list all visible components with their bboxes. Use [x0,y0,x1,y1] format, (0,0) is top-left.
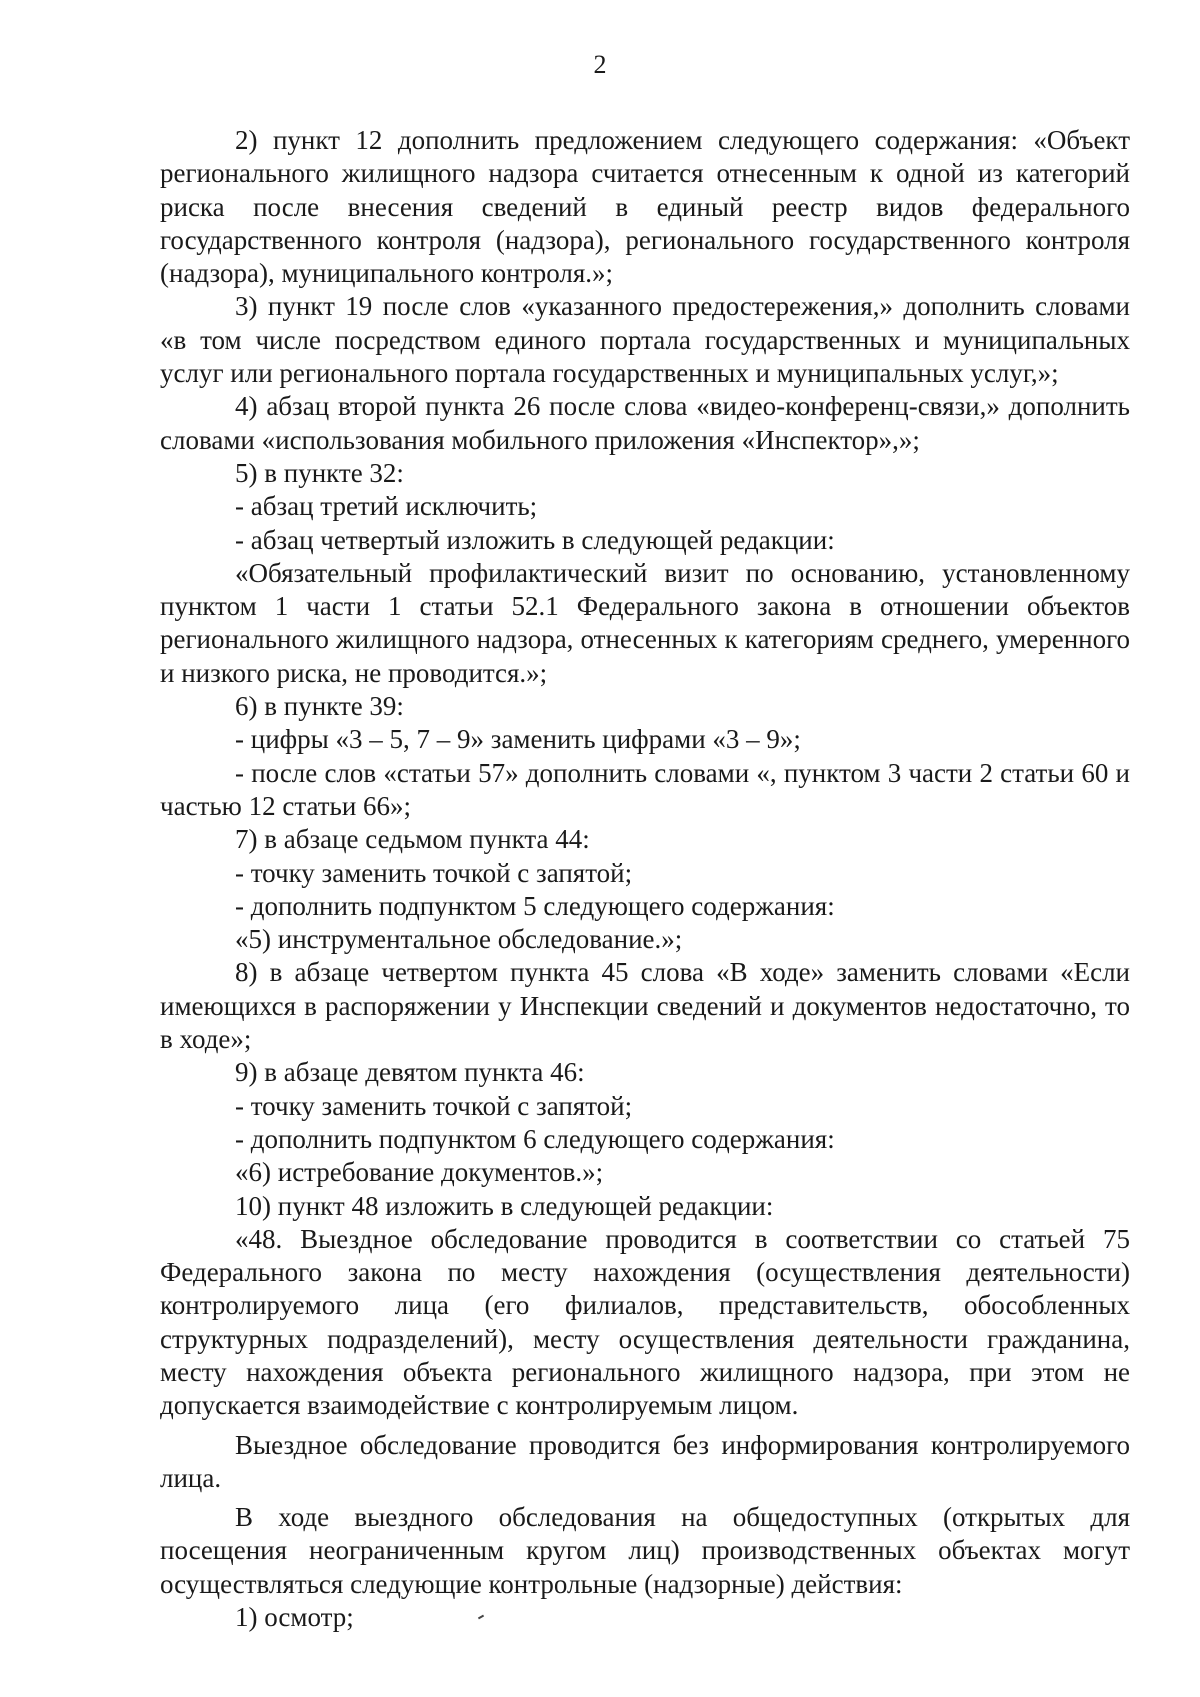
paragraph-item-3: 3) пункт 19 после слов «указанного предостережения,» дополнить словами «в том числе посредством единого портала государственных и муниципальных услуг или регионального портала государственных и муниципальных услуг,»; [160,291,1130,389]
paragraph-list-item: 1) осмотр; [235,1602,354,1633]
paragraph-item-5: 5) в пункте 32: [235,457,404,488]
document-body [160,124,1130,1634]
paragraph-item-9: 9) в абзаце девятом пункта 46: [235,1057,585,1088]
paragraph-subitem: - абзац четвертый изложить в следующей редакции: [235,524,835,555]
paragraph-item-8: 8) в абзаце четвертом пункта 45 слова «В ходе» заменить словами «Если имеющихся в распоряжении у Инспекции сведений и документов недостаточно, то в ходе»; [160,957,1130,1055]
quoted-paragraph: «48. Выездное обследование проводится в соответствии со статьей 75 Федерального закона по месту нахождения (осуществления деятельности) контролируемого лица (его филиалов, представительств, обособленных структурных подразделений), месту осуществления деятельности гражданина, месту нахождения объекта регионального жилищного надзора, при этом не допускается взаимодействие с контролируемым лицом. [160,1223,1130,1421]
paragraph-subitem: - абзац третий исключить; [235,491,538,522]
page-number: 2 [593,50,607,79]
paragraph-subitem: - дополнить подпунктом 6 следующего содержания: [235,1123,835,1154]
paragraph-item-4: 4) абзац второй пункта 26 после слова «видео-конференц-связи,» дополнить словами «использования мобильного приложения «Инспектор»,»; [160,391,1130,455]
paragraph-item-2: 2) пункт 12 дополнить предложением следующего содержания: «Объект регионального жилищного надзора считается отнесенным к одной из категорий риска после внесения сведений в единый реестр видов федерального государственного контроля (надзора), регионального государственного контроля (надзора), муниципального контроля.»; [160,125,1130,289]
paragraph: В ходе выездного обследования на общедоступных (открытых для посещения неограниченным кругом лиц) производственных объектах могут осуществляться следующие контрольные (надзорные) действия: [160,1502,1130,1599]
paragraph-subitem: - точку заменить точкой с запятой; [235,857,633,888]
paragraph: Выездное обследование проводится без информирования контролируемого лица. [160,1429,1130,1493]
paragraph-item-10: 10) пункт 48 изложить в следующей редакции: [235,1190,774,1221]
quoted-paragraph: «Обязательный профилактический визит по основанию, установленному пунктом 1 части 1 статьи 52.1 Федерального закона в отношении объектов регионального жилищного надзора, отнесенных к категориям среднего, умеренного и низкого риска, не проводится.»; [160,557,1130,688]
paragraph-subitem: - точку заменить точкой с запятой; [235,1090,633,1121]
quoted-paragraph: «6) истребование документов.»; [235,1157,604,1188]
paragraph-subitem: - после слов «статьи 57» дополнить словами «, пунктом 3 части 2 статьи 60 и частью 12 статьи 66»; [160,757,1130,821]
quoted-paragraph: «5) инструментальное обследование.»; [235,924,683,955]
paragraph-subitem: - цифры «3 – 5, 7 – 9» заменить цифрами «3 – 9»; [235,724,801,755]
paragraph-subitem: - дополнить подпунктом 5 следующего содержания: [235,890,835,921]
paragraph-item-6: 6) в пункте 39: [235,691,404,722]
paragraph-item-7: 7) в абзаце седьмом пункта 44: [235,824,590,855]
